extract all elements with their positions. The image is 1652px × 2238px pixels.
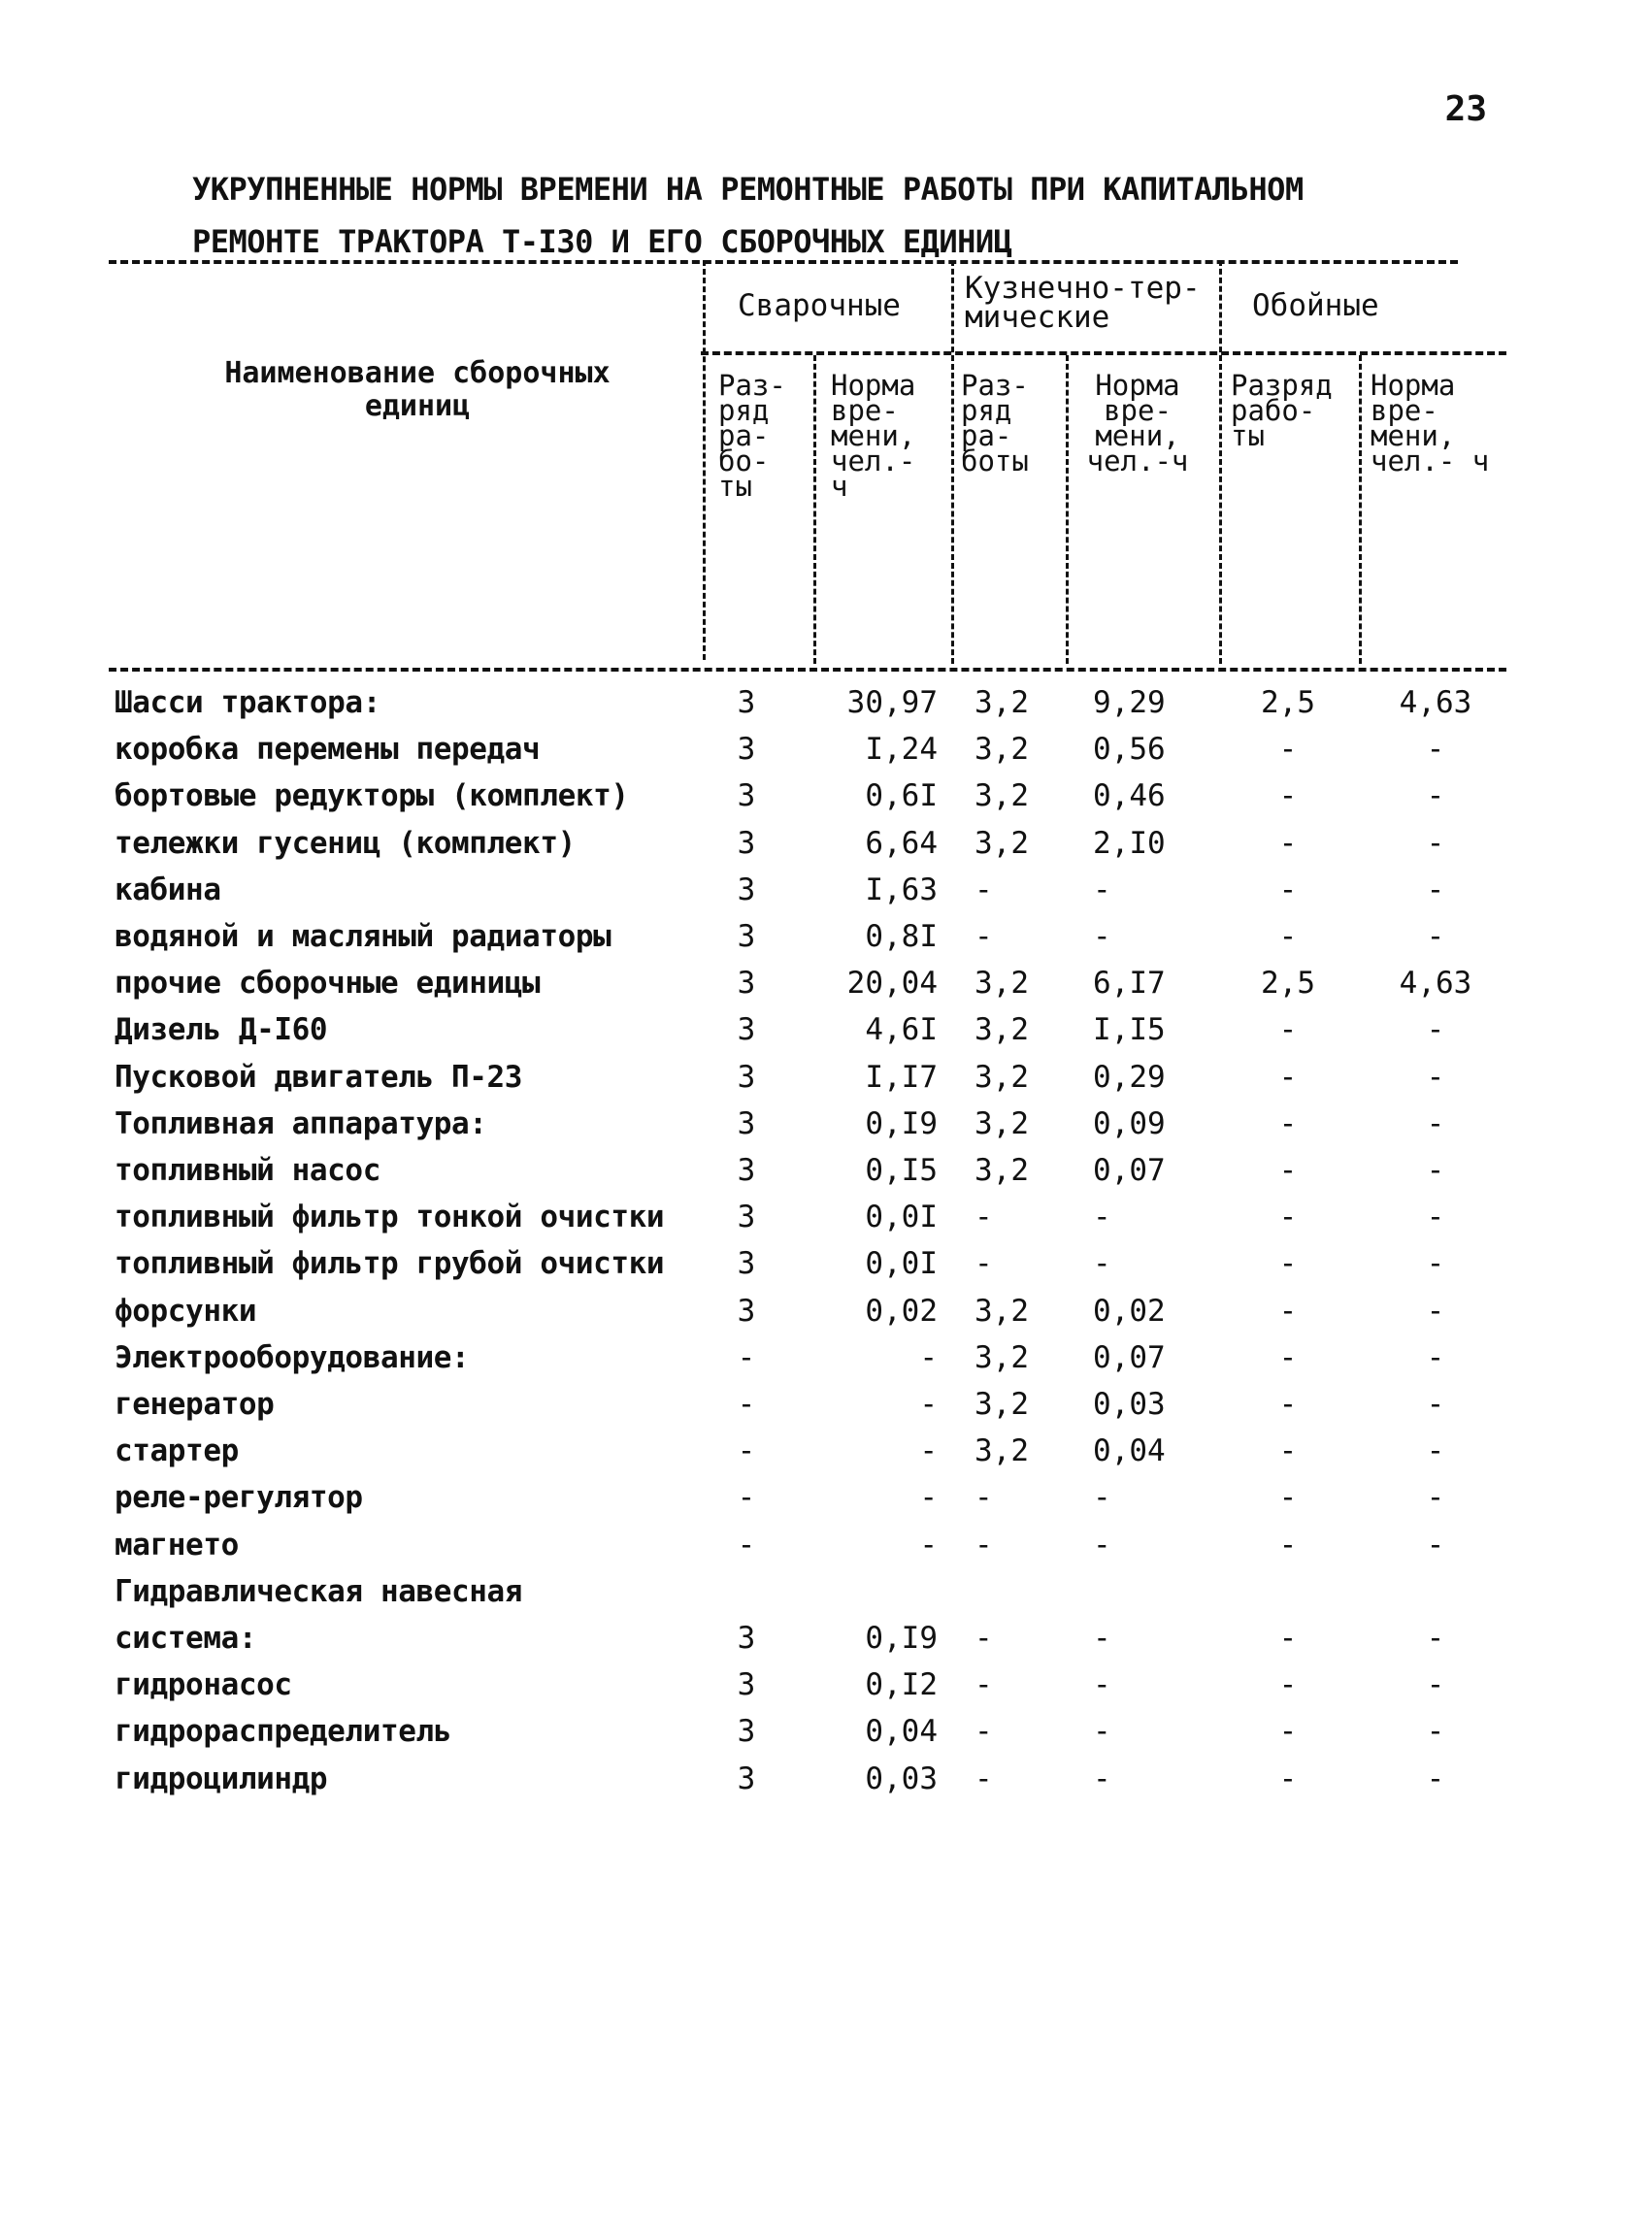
col-sep-upholstery-sub xyxy=(1359,355,1362,664)
forging-norm-cell: 0,07 xyxy=(1093,1340,1166,1375)
forging-rank-cell: 3,2 xyxy=(975,826,1029,861)
forging-norm-cell: - xyxy=(1093,1528,1111,1563)
forging-rank-cell: 3,2 xyxy=(975,1433,1029,1468)
header-group-welding: Сварочные xyxy=(738,288,901,323)
row-name: генератор xyxy=(115,1387,275,1422)
upholstery-norm-cell: - xyxy=(1426,1060,1445,1095)
table-row xyxy=(0,1240,1652,1287)
upholstery-rank-cell: - xyxy=(1278,1106,1298,1141)
table-row xyxy=(0,1381,1652,1428)
table-row xyxy=(0,773,1652,819)
page-number: 23 xyxy=(1444,89,1487,129)
upholstery-rank-cell: - xyxy=(1278,1714,1298,1749)
row-name: гидрораспределитель xyxy=(115,1714,452,1749)
upholstery-rank-cell: - xyxy=(1278,1200,1298,1234)
upholstery-norm-cell: - xyxy=(1426,1387,1445,1422)
upholstery-rank-cell: - xyxy=(1278,1294,1298,1329)
upholstery-rank-cell: - xyxy=(1278,826,1298,861)
forging-rank-cell: 3,2 xyxy=(975,1106,1029,1141)
forging-norm-cell: 0,46 xyxy=(1093,778,1166,813)
upholstery-rank-cell: 2,5 xyxy=(1261,966,1315,1001)
forging-rank-cell: 3,2 xyxy=(975,1340,1029,1375)
forging-rank-cell: - xyxy=(975,1246,993,1281)
upholstery-rank-cell: - xyxy=(1278,1667,1298,1702)
welding-rank-cell: 3 xyxy=(737,919,756,954)
forging-norm-cell: - xyxy=(1093,1761,1111,1796)
welding-rank-cell: 3 xyxy=(737,1294,756,1329)
welding-rank-cell: 3 xyxy=(737,1246,756,1281)
row-name: Пусковой двигатель П-23 xyxy=(115,1060,523,1095)
upholstery-rank-cell: 2,5 xyxy=(1261,685,1315,720)
forging-norm-cell: 0,04 xyxy=(1093,1433,1166,1468)
upholstery-rank-cell: - xyxy=(1278,1621,1298,1656)
title-line-2: РЕМОНТЕ ТРАКТОРА Т-I30 И ЕГО СБОРОЧНЫХ ЕДИНИЦ xyxy=(192,223,1012,260)
table-row xyxy=(0,1288,1652,1334)
welding-norm-cell: 20,04 xyxy=(846,966,938,1001)
row-name: форсунки xyxy=(115,1294,257,1329)
header-name-column: Наименование сборочных единиц xyxy=(224,356,611,423)
upholstery-rank-cell: - xyxy=(1278,1246,1298,1281)
upholstery-rank-cell: - xyxy=(1278,732,1298,767)
forging-rank-cell: 3,2 xyxy=(975,685,1029,720)
welding-rank-cell: - xyxy=(737,1480,756,1515)
row-name: тележки гусениц (комплект) xyxy=(115,826,576,861)
table-row xyxy=(0,1662,1652,1708)
welding-norm-cell: 4,6I xyxy=(865,1012,938,1047)
document-title xyxy=(192,163,1454,268)
table-row xyxy=(0,1708,1652,1755)
upholstery-norm-cell: - xyxy=(1426,826,1445,861)
forging-norm-cell: - xyxy=(1093,1667,1111,1702)
welding-rank-cell: 3 xyxy=(737,1621,756,1656)
welding-rank-cell: 3 xyxy=(737,1012,756,1047)
welding-rank-cell: 3 xyxy=(737,1153,756,1188)
table-row xyxy=(0,1147,1652,1194)
forging-norm-cell: - xyxy=(1093,1200,1111,1234)
upholstery-rank-cell: - xyxy=(1278,1761,1298,1796)
table-row xyxy=(0,726,1652,773)
welding-rank-cell: - xyxy=(737,1528,756,1563)
row-name: гидроцилиндр xyxy=(115,1761,328,1796)
row-name: водяной и масляный радиаторы xyxy=(115,919,611,954)
title-line-1: УКРУПНЕННЫЕ НОРМЫ ВРЕМЕНИ НА РЕМОНТНЫЕ РАБОТЫ ПРИ КАПИТАЛЬНОМ xyxy=(192,171,1304,208)
header-bottom-rule xyxy=(109,668,1506,672)
welding-norm-cell: - xyxy=(919,1433,938,1468)
upholstery-norm-cell: - xyxy=(1426,872,1445,907)
forging-rank-cell: - xyxy=(975,1528,993,1563)
table-row xyxy=(0,1522,1652,1568)
row-name: топливный фильтр тонкой очистки xyxy=(115,1200,665,1234)
forging-rank-cell: - xyxy=(975,1621,993,1656)
table-row xyxy=(0,1194,1652,1240)
header-forging-rank: Раз- ряд ра- боты xyxy=(961,369,1029,477)
forging-rank-cell: 3,2 xyxy=(975,1387,1029,1422)
welding-rank-cell: 3 xyxy=(737,1106,756,1141)
header-upholstery-norm: Норма вре- мени, чел.- ч xyxy=(1371,369,1490,477)
upholstery-rank-cell: - xyxy=(1278,1528,1298,1563)
header-welding-rank: Раз- ряд ра- бо- ты xyxy=(718,369,786,503)
row-name: Дизель Д-I60 xyxy=(115,1012,328,1047)
welding-norm-cell: 30,97 xyxy=(846,685,938,720)
welding-norm-cell: - xyxy=(919,1340,938,1375)
row-name: магнето xyxy=(115,1528,239,1563)
welding-norm-cell: 0,I9 xyxy=(865,1106,938,1141)
welding-rank-cell: 3 xyxy=(737,826,756,861)
welding-norm-cell: I,24 xyxy=(865,732,938,767)
welding-rank-cell: 3 xyxy=(737,685,756,720)
welding-norm-cell: 0,03 xyxy=(865,1761,938,1796)
table-row xyxy=(0,820,1652,867)
welding-rank-cell: - xyxy=(737,1433,756,1468)
welding-rank-cell: 3 xyxy=(737,1060,756,1095)
welding-rank-cell: 3 xyxy=(737,1667,756,1702)
upholstery-rank-cell: - xyxy=(1278,778,1298,813)
header-group-forging: Кузнечно-тер- мические xyxy=(965,271,1201,335)
forging-norm-cell: 0,02 xyxy=(1093,1294,1166,1329)
row-name: Гидравлическая навесная xyxy=(115,1574,523,1609)
forging-rank-cell: 3,2 xyxy=(975,732,1029,767)
upholstery-rank-cell: - xyxy=(1278,1387,1298,1422)
forging-norm-cell: I,I5 xyxy=(1093,1012,1166,1047)
forging-rank-cell: - xyxy=(975,919,993,954)
forging-rank-cell: 3,2 xyxy=(975,1060,1029,1095)
row-name: топливный фильтр грубой очистки xyxy=(115,1246,665,1281)
upholstery-rank-cell: - xyxy=(1278,919,1298,954)
welding-rank-cell: 3 xyxy=(737,1200,756,1234)
upholstery-norm-cell: - xyxy=(1426,1012,1445,1047)
forging-rank-cell: - xyxy=(975,872,993,907)
row-name: бортовые редукторы (комплект) xyxy=(115,778,629,813)
table-row xyxy=(0,679,1652,726)
col-sep-name-welding xyxy=(703,260,706,660)
col-sep-forging-upholstery xyxy=(1219,260,1222,664)
table-row xyxy=(0,960,1652,1006)
upholstery-norm-cell: 4,63 xyxy=(1399,966,1472,1001)
forging-rank-cell: - xyxy=(975,1714,993,1749)
row-name: коробка перемены передач xyxy=(115,732,541,767)
upholstery-norm-cell: - xyxy=(1426,919,1445,954)
upholstery-rank-cell: - xyxy=(1278,1153,1298,1188)
welding-norm-cell: 0,6I xyxy=(865,778,938,813)
welding-norm-cell: 0,I2 xyxy=(865,1667,938,1702)
welding-norm-cell: 0,I5 xyxy=(865,1153,938,1188)
upholstery-norm-cell: - xyxy=(1426,732,1445,767)
forging-norm-cell: 0,03 xyxy=(1093,1387,1166,1422)
forging-rank-cell: 3,2 xyxy=(975,966,1029,1001)
forging-norm-cell: - xyxy=(1093,919,1111,954)
forging-rank-cell: 3,2 xyxy=(975,1153,1029,1188)
upholstery-norm-cell: - xyxy=(1426,1433,1445,1468)
col-sep-forging-sub xyxy=(1066,355,1069,664)
welding-rank-cell: 3 xyxy=(737,778,756,813)
row-name: кабина xyxy=(115,872,221,907)
welding-norm-cell: I,63 xyxy=(865,872,938,907)
table-row xyxy=(0,1756,1652,1802)
upholstery-norm-cell: 4,63 xyxy=(1399,685,1472,720)
welding-norm-cell: 0,04 xyxy=(865,1714,938,1749)
upholstery-norm-cell: - xyxy=(1426,1200,1445,1234)
welding-norm-cell: 6,64 xyxy=(865,826,938,861)
col-sep-welding-forging xyxy=(951,260,954,664)
welding-norm-cell: - xyxy=(919,1528,938,1563)
forging-norm-cell: 0,29 xyxy=(1093,1060,1166,1095)
table-row xyxy=(0,913,1652,960)
row-name: стартер xyxy=(115,1433,239,1468)
welding-rank-cell: - xyxy=(737,1387,756,1422)
row-name: прочие сборочные единицы xyxy=(115,966,541,1001)
forging-rank-cell: 3,2 xyxy=(975,1012,1029,1047)
forging-norm-cell: 2,I0 xyxy=(1093,826,1166,861)
row-name: Шасси трактора: xyxy=(115,685,380,720)
welding-norm-cell: 0,0I xyxy=(865,1246,938,1281)
forging-norm-cell: 9,29 xyxy=(1093,685,1166,720)
welding-norm-cell: 0,02 xyxy=(865,1294,938,1329)
upholstery-norm-cell: - xyxy=(1426,1480,1445,1515)
group-header-rule xyxy=(701,351,1506,355)
forging-norm-cell: - xyxy=(1093,872,1111,907)
table-row xyxy=(0,1615,1652,1662)
forging-rank-cell: - xyxy=(975,1480,993,1515)
upholstery-norm-cell: - xyxy=(1426,1714,1445,1749)
welding-rank-cell: 3 xyxy=(737,1761,756,1796)
row-name: топливный насос xyxy=(115,1153,380,1188)
upholstery-rank-cell: - xyxy=(1278,1060,1298,1095)
forging-rank-cell: - xyxy=(975,1761,993,1796)
upholstery-rank-cell: - xyxy=(1278,1480,1298,1515)
table-row xyxy=(0,1474,1652,1521)
table-top-rule xyxy=(109,260,1458,264)
welding-rank-cell: 3 xyxy=(737,966,756,1001)
upholstery-rank-cell: - xyxy=(1278,872,1298,907)
forging-norm-cell: - xyxy=(1093,1480,1111,1515)
welding-rank-cell: - xyxy=(737,1340,756,1375)
table-row xyxy=(0,1006,1652,1053)
col-sep-welding-sub xyxy=(813,355,816,664)
forging-norm-cell: 0,07 xyxy=(1093,1153,1166,1188)
welding-norm-cell: I,I7 xyxy=(865,1060,938,1095)
row-name: гидронасос xyxy=(115,1667,292,1702)
welding-rank-cell: 3 xyxy=(737,1714,756,1749)
table-row xyxy=(0,1101,1652,1147)
forging-norm-cell: 0,56 xyxy=(1093,732,1166,767)
row-name: реле-регулятор xyxy=(115,1480,363,1515)
upholstery-norm-cell: - xyxy=(1426,1528,1445,1563)
welding-norm-cell: 0,I9 xyxy=(865,1621,938,1656)
table-row xyxy=(0,1568,1652,1615)
welding-norm-cell: 0,8I xyxy=(865,919,938,954)
forging-norm-cell: - xyxy=(1093,1714,1111,1749)
upholstery-rank-cell: - xyxy=(1278,1012,1298,1047)
upholstery-norm-cell: - xyxy=(1426,1621,1445,1656)
forging-norm-cell: - xyxy=(1093,1621,1111,1656)
upholstery-norm-cell: - xyxy=(1426,1106,1445,1141)
row-name: Электрооборудование: xyxy=(115,1340,470,1375)
upholstery-norm-cell: - xyxy=(1426,1667,1445,1702)
welding-norm-cell: - xyxy=(919,1387,938,1422)
header-welding-norm: Норма вре- мени, чел.- ч xyxy=(831,369,916,503)
row-name: система: xyxy=(115,1621,257,1656)
welding-rank-cell: 3 xyxy=(737,732,756,767)
upholstery-rank-cell: - xyxy=(1278,1433,1298,1468)
table-row xyxy=(0,1428,1652,1474)
table-row xyxy=(0,867,1652,913)
welding-rank-cell: 3 xyxy=(737,872,756,907)
forging-norm-cell: 6,I7 xyxy=(1093,966,1166,1001)
welding-norm-cell: - xyxy=(919,1480,938,1515)
forging-rank-cell: 3,2 xyxy=(975,778,1029,813)
upholstery-norm-cell: - xyxy=(1426,778,1445,813)
forging-rank-cell: - xyxy=(975,1200,993,1234)
forging-norm-cell: 0,09 xyxy=(1093,1106,1166,1141)
upholstery-norm-cell: - xyxy=(1426,1761,1445,1796)
header-upholstery-rank: Разряд рабо- ты xyxy=(1231,369,1333,452)
upholstery-norm-cell: - xyxy=(1426,1153,1445,1188)
forging-rank-cell: 3,2 xyxy=(975,1294,1029,1329)
upholstery-norm-cell: - xyxy=(1426,1340,1445,1375)
table-row xyxy=(0,1334,1652,1381)
upholstery-rank-cell: - xyxy=(1278,1340,1298,1375)
row-name: Топливная аппаратура: xyxy=(115,1106,487,1141)
upholstery-norm-cell: - xyxy=(1426,1246,1445,1281)
welding-norm-cell: 0,0I xyxy=(865,1200,938,1234)
upholstery-norm-cell: - xyxy=(1426,1294,1445,1329)
header-forging-norm: Норма вре- мени, чел.-ч xyxy=(1086,369,1189,477)
table-row xyxy=(0,1054,1652,1101)
forging-rank-cell: - xyxy=(975,1667,993,1702)
forging-norm-cell: - xyxy=(1093,1246,1111,1281)
header-group-upholstery: Обойные xyxy=(1252,288,1379,323)
